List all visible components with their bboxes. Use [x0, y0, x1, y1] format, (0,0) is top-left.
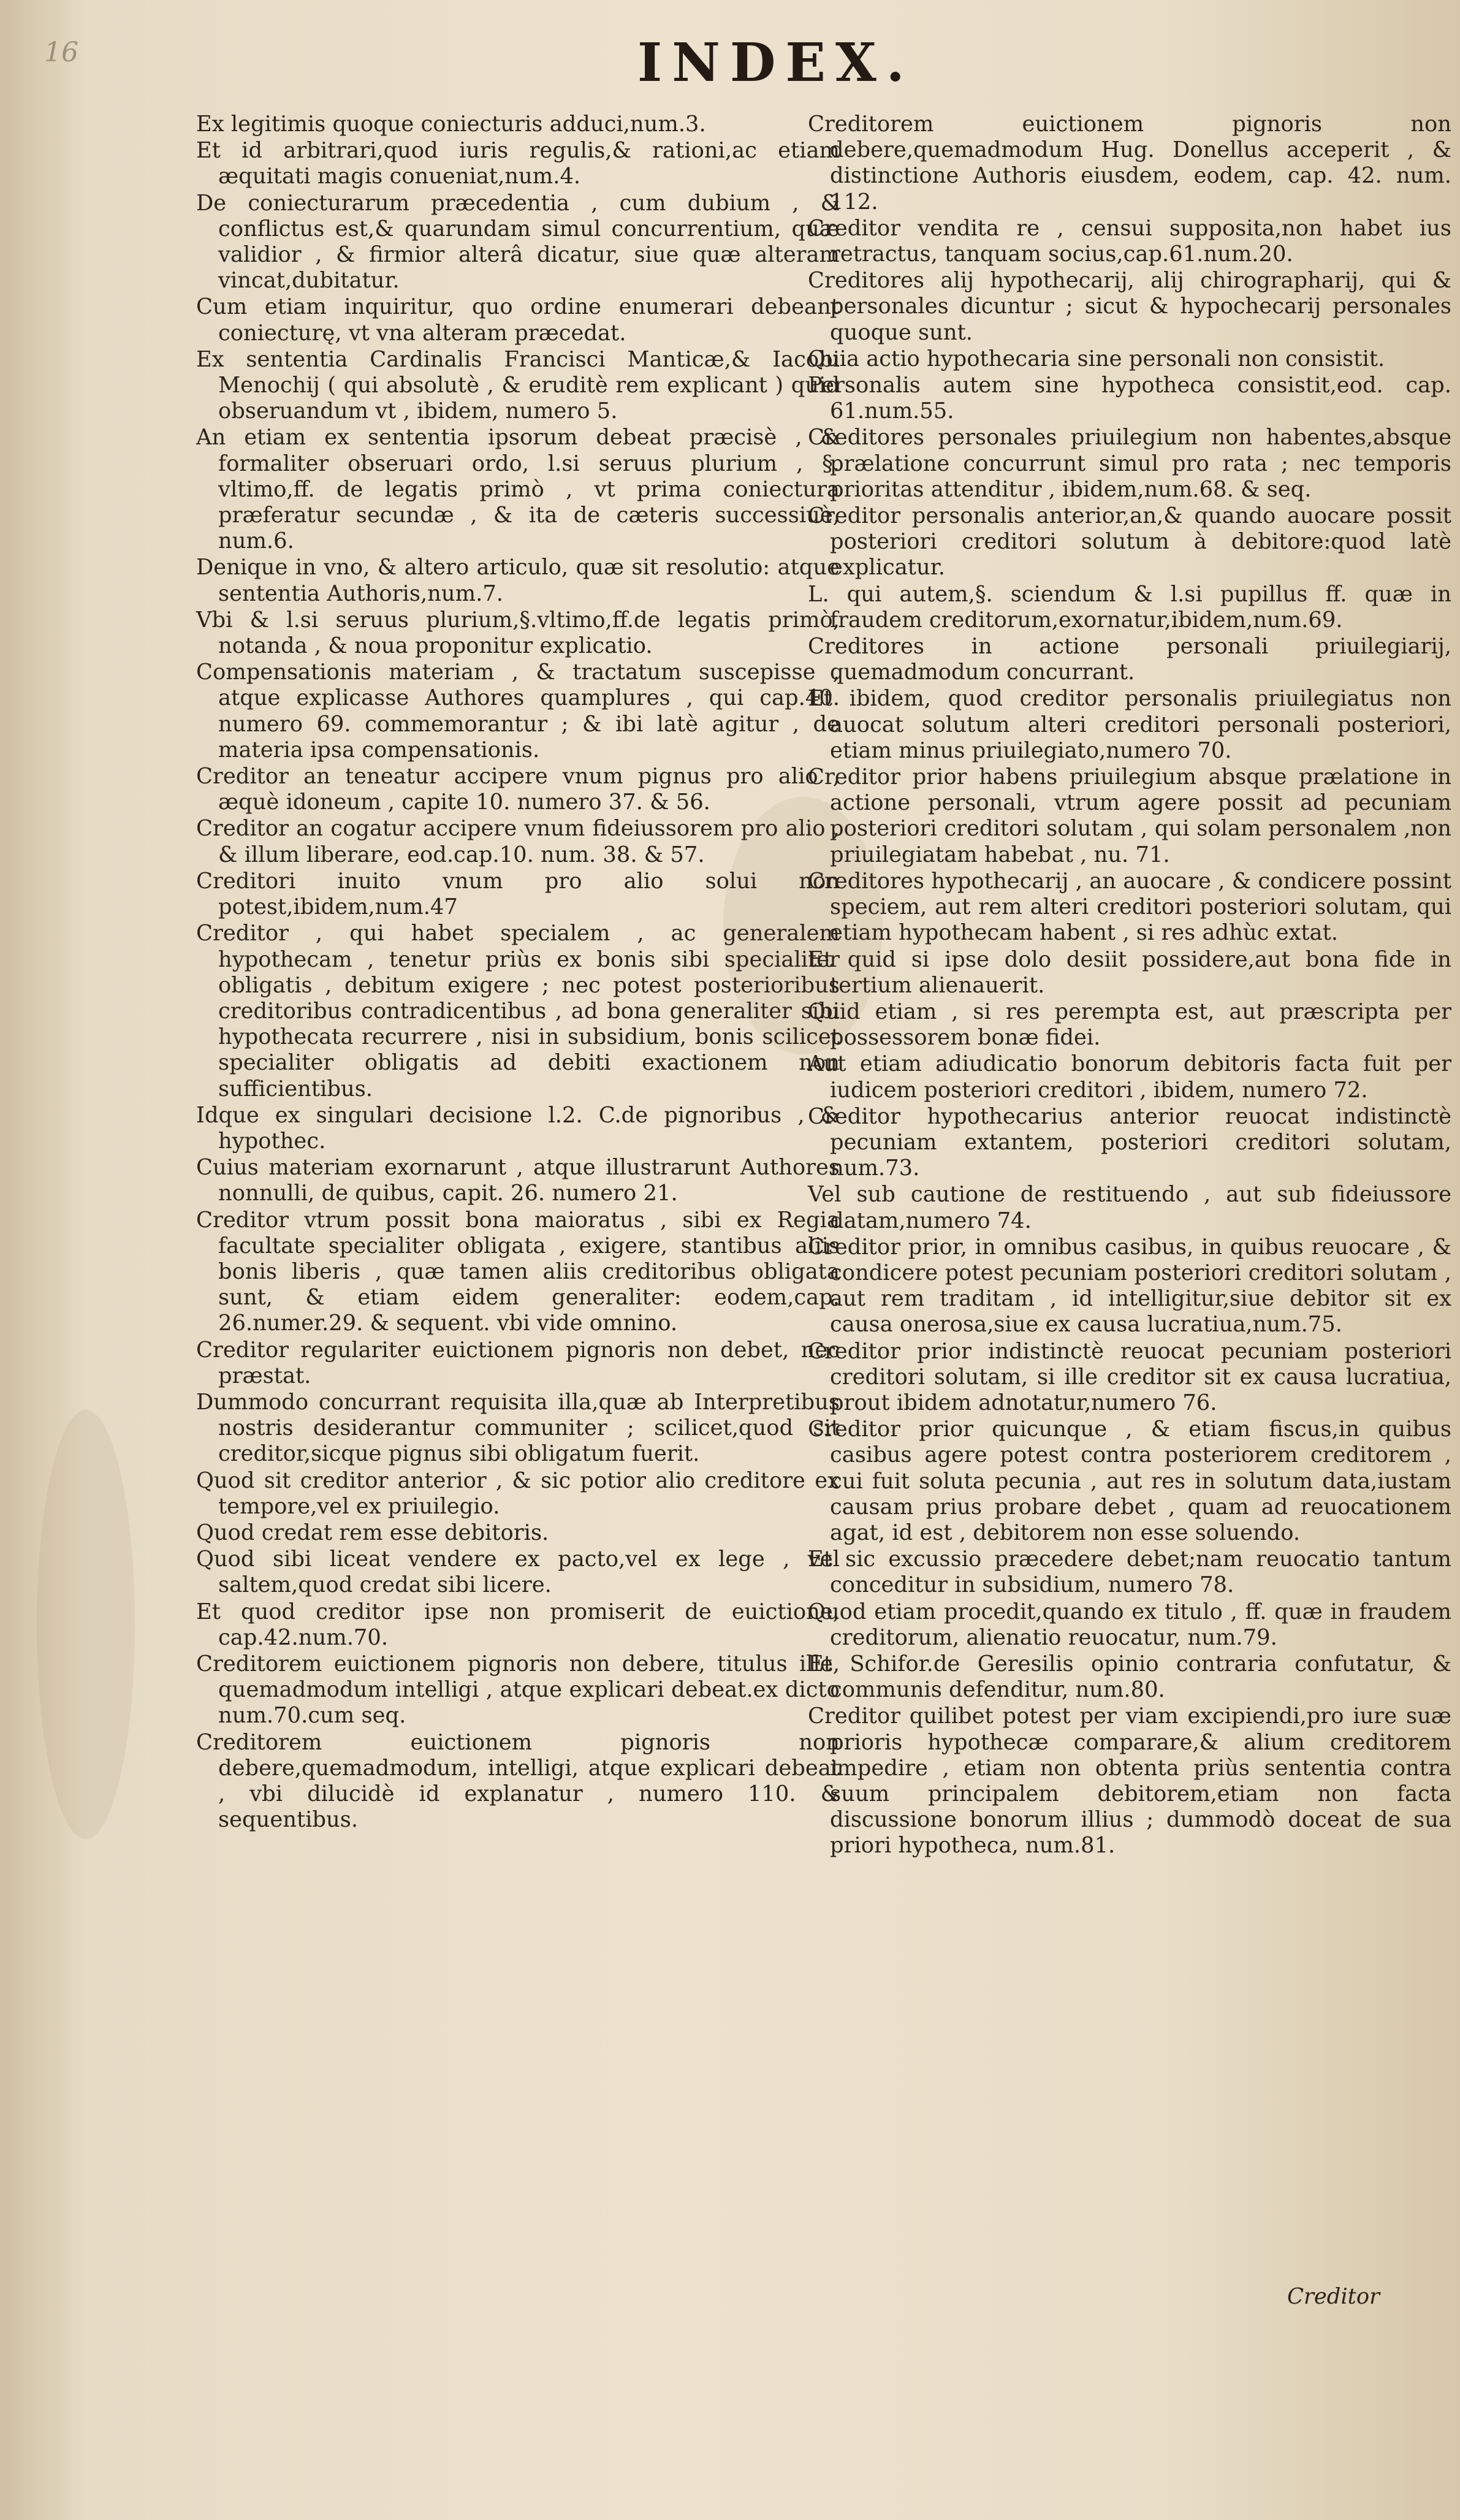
index-entry: An etiam ex sententia ipsorum debeat præcisè , & formaliter obseruari ordo, l.si seruus plurium , §. vltimo,ff. de legatis primò , vt prima coniectura præferatur secundæ , & ita de cæteris successiuè, num.6.: [196, 425, 840, 554]
index-entry: Creditor prior quicunque , & etiam fiscus,in quibus casibus agere potest contra posteriorem creditorem , cui fuit soluta pecunia , aut res in solutum data,iustam causam prius probare debet , quam ad reuocationem agat, id est , debitorem non esse soluendo.: [808, 1417, 1451, 1545]
index-entry: Ex sententia Cardinalis Francisci Manticæ,& Iacobi Menochij ( qui absolutè , & eruditè rem explicant ) quid obseruandum vt , ibidem, numero 5.: [196, 346, 840, 424]
index-entry: Creditores alij hypothecarij, alij chirographarij, qui & personales dicuntur ; sicut & hypochecarij personales quoque sunt.: [808, 268, 1451, 345]
index-entry: Cuius materiam exornarunt , atque illustrarunt Authores nonnulli, de quibus, capit. 26. numero 21.: [196, 1155, 840, 1206]
index-entry: Creditorem euictionem pignoris non debere,quemadmodum Hug. Donellus acceperit , & distinctione Authoris eiusdem, eodem, cap. 42. num. 112.: [808, 112, 1451, 215]
index-entry: Creditores hypothecarij , an auocare , & condicere possint speciem, aut rem alteri creditori posteriori solutam, qui etiam hypothecam habent , si res adhùc extat.: [808, 868, 1451, 946]
page-title: INDEX.: [637, 32, 914, 94]
index-entry: Vel sub cautione de restituendo , aut sub fideiussore datam,numero 74.: [808, 1182, 1451, 1233]
index-entry: Denique in vno, & altero articulo, quæ sit resolutio: atque sententia Authoris,num.7.: [196, 555, 840, 606]
index-entry: Creditor quilibet potest per viam excipiendi,pro iure suæ prioris hypothecæ comparare,& alium creditorem impedire , etiam non obtenta priùs sententia contra suum principalem debitorem,etiam non facta discussione bonorum illius ; dummodò doceat de sua priori hypotheca, num.81.: [808, 1703, 1451, 1859]
index-entry: Creditor vendita re , censui supposita,non habet ius retractus, tanquam socius,cap.61.num.20.: [808, 215, 1451, 267]
index-entry: Creditor an teneatur accipere vnum pignus pro alio , æquè idoneum , capite 10. numero 37. & 56.: [196, 764, 840, 815]
right-column: [808, 112, 1451, 1860]
page-number: 16: [44, 37, 78, 68]
index-entry: Quod etiam procedit,quando ex titulo , ff. quæ in fraudem creditorum, alienatio reuocatur, num.79.: [808, 1599, 1451, 1650]
index-entry: Creditorem euictionem pignoris non debere,quemadmodum, intelligi, atque explicari debeat , vbi dilucidè id explanatur , numero 110. & sequentibus.: [196, 1729, 840, 1833]
index-entry: Creditor prior indistinctè reuocat pecuniam posteriori creditori solutam, si ille creditor sit ex causa lucratiua, prout ibidem adnotatur,numero 76.: [808, 1338, 1451, 1415]
index-entry: Creditorem euictionem pignoris non debere, titulus ille, quemadmodum intelligi , atque explicari debeat.ex dicto num.70.cum seq.: [196, 1651, 840, 1729]
index-entry: Compensationis materiam , & tractatum suscepisse , atque explicasse Authores quamplures , qui cap.40. numero 69. commemorantur ; & ibi latè agitur , de materia ipsa compensationis.: [196, 660, 840, 763]
index-entry: Et Schifor.de Geresilis opinio contraria confutatur, & communis defenditur, num.80.: [808, 1651, 1451, 1703]
index-entry: Cum etiam inquiritur, quo ordine enumerari debeant coniecturę, vt vna alteram præcedat.: [196, 294, 840, 346]
index-entry: Creditor prior, in omnibus casibus, in quibus reuocare , & condicere potest pecuniam posteriori creditori solutam , aut rem traditam , id intelligitur,siue debitor sit ex causa onerosa,siue ex causa lucratiua,num.75.: [808, 1234, 1451, 1338]
index-entry: Creditor hypothecarius anterior reuocat indistinctè pecuniam extantem, posteriori creditori solutam, num.73.: [808, 1103, 1451, 1181]
index-entry: Aut etiam adiudicatio bonorum debitoris facta fuit per iudicem posteriori creditori , ibidem, numero 72.: [808, 1051, 1451, 1103]
index-entry: Idque ex singulari decisione l.2. C.de pignoribus , & hypothec.: [196, 1102, 840, 1154]
index-entry: Creditor prior habens priuilegium absque prælatione in actione personali, vtrum agere possit ad pecuniam posteriori creditori solutam , qui solam personalem ,non priuilegiatam habebat , nu. 71.: [808, 764, 1451, 867]
index-entry: Creditores personales priuilegium non habentes,absque prælatione concurrunt simul pro rata ; nec temporis prioritas attenditur , ibidem,num.68. & seq.: [808, 425, 1451, 502]
index-entry: Quod credat rem esse debitoris.: [196, 1520, 549, 1545]
index-entry: Quia actio hypothecaria sine personali non consistit.: [808, 346, 1385, 371]
index-entry: Quod sibi liceat vendere ex pacto,vel ex lege , vel saltem,quod credat sibi licere.: [196, 1547, 840, 1598]
index-entry: Et sic excussio præcedere debet;nam reuocatio tantum conceditur in subsidium, numero 78.: [808, 1547, 1451, 1598]
index-entry: Creditores in actione personali priuilegiarij, quemadmodum concurrant.: [808, 634, 1451, 685]
index-entry: Quid etiam , si res perempta est, aut præscripta per possessorem bonæ fidei.: [808, 999, 1451, 1051]
index-entry: Creditor vtrum possit bona maioratus , sibi ex Regia facultate specialiter obligata , exigere, stantibus aliis bonis liberis , quæ tamen aliis creditoribus obligata sunt, & etiam eidem generaliter: eodem,cap. 26.numer.29. & sequent. vbi vide omnino.: [196, 1207, 840, 1336]
index-entry: Et id arbitrari,quod iuris regulis,& rationi,ac etiam æquitati magis conueniat,num.4.: [196, 138, 840, 189]
index-entry: Et quod creditor ipse non promiserit de euictione, cap.42.num.70.: [196, 1599, 840, 1650]
index-entry: Personalis autem sine hypotheca consistit,eod. cap. 61.num.55.: [808, 373, 1451, 424]
index-entry: Creditori inuito vnum pro alio solui non potest,ibidem,num.47: [196, 868, 840, 920]
index-entry: Et ibidem, quod creditor personalis priuilegiatus non auocat solutum alteri creditori personali posteriori, etiam minus priuilegiato,numero 70.: [808, 686, 1451, 763]
index-entry: Et quid si ipse dolo desiit possidere,aut bona fide in tertium alienauerit.: [808, 946, 1451, 998]
index-entry: Ex legitimis quoque coniecturis adduci,num.3.: [196, 112, 706, 137]
index-entry: L. qui autem,§. sciendum & l.si pupillus ff. quæ in fraudem creditorum,exornatur,ibidem,num.69.: [808, 581, 1451, 633]
left-column: [196, 112, 840, 1833]
index-entry: Creditor , qui habet specialem , ac generalem hypothecam , tenetur priùs ex bonis sibi specialiter obligatis , debitum exigere ; nec potest posterioribus creditoribus contradicentibus , ad bona generaliter sibi hypothecata recurrere , nisi in subsidium, bonis scilicet specialiter obligatis ad debiti exactionem non sufficientibus.: [196, 921, 840, 1102]
index-entry: Quod sit creditor anterior , & sic potior alio creditore ex tempore,vel ex priuilegio.: [196, 1467, 840, 1519]
index-entry: Creditor an cogatur accipere vnum fideiussorem pro alio , & illum liberare, eod.cap.10. num. 38. & 57.: [196, 816, 840, 867]
paper-stain: [37, 1410, 135, 1839]
index-entry: De coniecturarum præcedentia , cum dubium , & conflictus est,& quarundam simul concurrentium, quæ validior , & firmior alterâ dicatur, siue quæ alteram vincat,dubitatur.: [196, 190, 840, 294]
catchword: Creditor: [1287, 2284, 1380, 2309]
index-entry: Creditor personalis anterior,an,& quando auocare possit posteriori creditori solutum à debitore:quod latè explicatur.: [808, 503, 1451, 581]
index-entry: Vbi & l.si seruus plurium,§.vltimo,ff.de legatis primò, notanda , & noua proponitur explicatio.: [196, 607, 840, 659]
index-entry: Creditor regulariter euictionem pignoris non debet, nec præstat.: [196, 1337, 840, 1388]
index-entry: Dummodo concurrant requisita illa,quæ ab Interpretibus nostris desiderantur communiter ; scilicet,quod sit creditor,sicque pignus sibi obligatum fuerit.: [196, 1389, 840, 1467]
